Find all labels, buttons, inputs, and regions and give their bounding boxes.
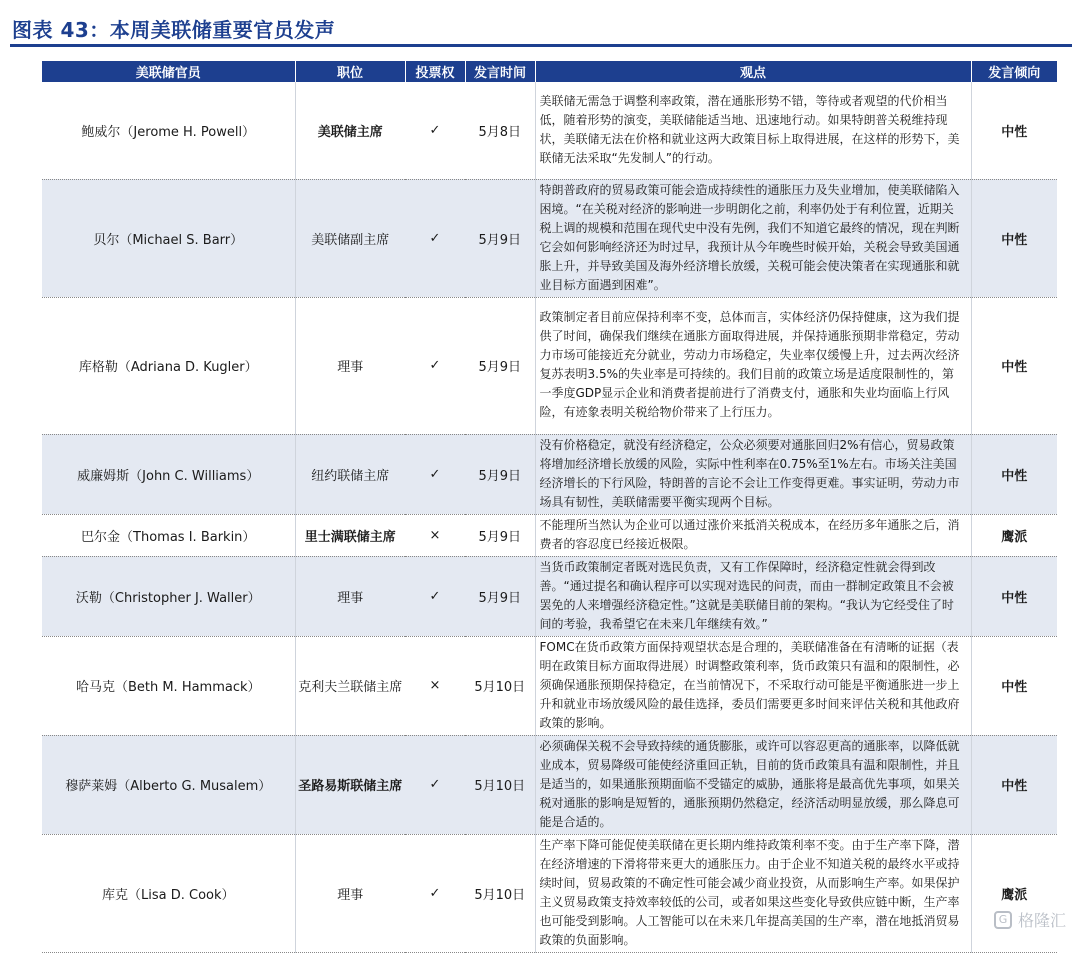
- official-name: 威廉姆斯（John C. Williams）: [42, 434, 295, 514]
- table-header: [42, 61, 1057, 82]
- official-view: 没有价格稳定，就没有经济稳定，公众必须要对通胀回归2%有信心，贸易政策将增加经济增长放缓的风险，实际中性利率在0.75%至1%左右。市场关注美国经济增长的下行风险，特朗普的言论不会让工作变得更难。事实证明，劳动力市场具有韧性，美联储需要平衡实现两个目标。: [535, 434, 971, 514]
- speech-date: 5月9日: [465, 434, 535, 514]
- official-view: 美联储无需急于调整利率政策，潜在通胀形势不错，等待或者观望的代价相当低，随着形势的演变，美联储能适当地、迅速地行动。如果特朗普关税维持现状，美联储无法在价格和就业这两大政策目标上取得进展，在这样的形势下，美联储无法采取“先发制人”的行动。: [535, 82, 971, 179]
- official-position: 美联储主席: [295, 82, 405, 179]
- table-row: [42, 82, 1057, 179]
- table-row: [42, 556, 1057, 636]
- figure-title: 图表 43：本周美联储重要官员发声: [12, 18, 336, 42]
- official-position: 圣路易斯联储主席: [295, 735, 405, 834]
- vote-mark: ✓: [405, 735, 465, 834]
- official-position: 理事: [295, 834, 405, 952]
- officials-table: [42, 61, 1057, 953]
- speech-date: 5月10日: [465, 834, 535, 952]
- vote-mark: ×: [405, 514, 465, 556]
- official-position: 里士满联储主席: [295, 514, 405, 556]
- official-name: 库格勒（Adriana D. Kugler）: [42, 297, 295, 434]
- table-row: [42, 514, 1057, 556]
- table-row: [42, 636, 1057, 735]
- vote-mark: ✓: [405, 556, 465, 636]
- watermark-text: 格隆汇: [1017, 911, 1066, 930]
- table-row: [42, 297, 1057, 434]
- official-name: 贝尔（Michael S. Barr）: [42, 179, 295, 297]
- official-view: 政策制定者目前应保持利率不变，总体而言，实体经济仍保持健康，这为我们提供了时间，确保我们继续在通胀方面取得进展，并保持通胀预期非常稳定，劳动力市场可能接近充分就业，劳动力市场稳定，失业率仅缓慢上升，过去两次经济复苏表明3.5%的失业率是可持续的。我们目前的政策立场是适度限制性的，第一季度GDP显示企业和消费者提前进行了消费支付，通胀和失业均面临上行风险，有迹象表明关税给物价带来了上行压力。: [535, 297, 971, 434]
- speech-date: 5月10日: [465, 735, 535, 834]
- header-official: 美联储官员: [42, 61, 295, 82]
- official-position: 美联储副主席: [295, 179, 405, 297]
- official-name: 沃勒（Christopher J. Waller）: [42, 556, 295, 636]
- speech-date: 5月10日: [465, 636, 535, 735]
- official-view: 特朗普政府的贸易政策可能会造成持续性的通胀压力及失业增加，使美联储陷入困境。“在关税对经济的影响进一步明朗化之前，利率仍处于有利位置，近期关税上调的规模和范围在现代史中没有先例，我们不知道它最终的情况，现在判断它会如何影响经济还为时过早，我预计从今年晚些时候开始，关税会导致美国通胀上升，并导致美国及海外经济增长放缓，关税可能会使决策者在实现通胀和就业目标方面遇到困难”。: [535, 179, 971, 297]
- stance: 中性: [971, 82, 1057, 179]
- stance: 中性: [971, 556, 1057, 636]
- header-date: 发言时间: [465, 61, 535, 82]
- watermark-logo: [994, 908, 1066, 931]
- stance: 中性: [971, 636, 1057, 735]
- speech-date: 5月9日: [465, 514, 535, 556]
- vote-mark: ✓: [405, 434, 465, 514]
- official-view: 当货币政策制定者既对选民负责，又有工作保障时，经济稳定性就会得到改善。“通过提名和确认程序可以实现对选民的问责，而由一群制定政策且不会被罢免的人来增强经济稳定性。”这就是美联储目前的架构。“我认为它经受住了时间的考验，我希望它在未来几年继续有效。”: [535, 556, 971, 636]
- official-name: 鲍威尔（Jerome H. Powell）: [42, 82, 295, 179]
- vote-mark: ×: [405, 636, 465, 735]
- table-row: [42, 834, 1057, 952]
- vote-mark: ✓: [405, 297, 465, 434]
- official-name: 哈马克（Beth M. Hammack）: [42, 636, 295, 735]
- title-rule: [10, 44, 1072, 47]
- table-row: [42, 434, 1057, 514]
- speech-date: 5月9日: [465, 297, 535, 434]
- gelonghui-logo-icon: G: [994, 911, 1012, 929]
- stance: 鹰派: [971, 834, 1057, 952]
- vote-mark: ✓: [405, 179, 465, 297]
- official-position: 理事: [295, 297, 405, 434]
- official-position: 纽约联储主席: [295, 434, 405, 514]
- table-row: [42, 179, 1057, 297]
- official-position: 克利夫兰联储主席: [295, 636, 405, 735]
- header-position: 职位: [295, 61, 405, 82]
- official-view: 不能理所当然认为企业可以通过涨价来抵消关税成本，在经历多年通胀之后，消费者的容忍度已经接近极限。: [535, 514, 971, 556]
- stance: 中性: [971, 735, 1057, 834]
- table-row: [42, 735, 1057, 834]
- speech-date: 5月8日: [465, 82, 535, 179]
- header-view: 观点: [535, 61, 971, 82]
- stance: 中性: [971, 179, 1057, 297]
- official-name: 库克（Lisa D. Cook）: [42, 834, 295, 952]
- vote-mark: ✓: [405, 834, 465, 952]
- speech-date: 5月9日: [465, 556, 535, 636]
- stance: 鹰派: [971, 514, 1057, 556]
- header-stance: 发言倾向: [971, 61, 1057, 82]
- official-view: 必须确保关税不会导致持续的通货膨胀，或许可以容忍更高的通胀率，以降低就业成本，贸易降级可能使经济重回正轨，目前的货币政策具有温和限制性，并且是适当的，如果通胀预期面临不受锚定的威胁，通胀将是最高优先事项，如果关税对通胀的影响是短暂的，通胀预期仍然稳定，经济活动明显放缓，那么降息可能是合适的。: [535, 735, 971, 834]
- stance: 中性: [971, 297, 1057, 434]
- header-vote: 投票权: [405, 61, 465, 82]
- vote-mark: ✓: [405, 82, 465, 179]
- official-name: 穆萨莱姆（Alberto G. Musalem）: [42, 735, 295, 834]
- official-view: 生产率下降可能促使美联储在更长期内维持政策利率不变。由于生产率下降，潜在经济增速的下滑将带来更大的通胀压力。由于企业不知道关税的最终水平或持续时间，贸易政策的不确定性可能会减少商业投资，从而影响生产率。如果保护主义贸易政策支持效率较低的公司，或者如果这些变化导致供应链中断，生产率也可能受到影响。人工智能可以在未来几年提高美国的生产率，潜在地抵消贸易政策的负面影响。: [535, 834, 971, 952]
- speech-date: 5月9日: [465, 179, 535, 297]
- official-name: 巴尔金（Thomas I. Barkin）: [42, 514, 295, 556]
- stance: 中性: [971, 434, 1057, 514]
- official-position: 理事: [295, 556, 405, 636]
- official-view: FOMC在货币政策方面保持观望状态是合理的，美联储准备在有清晰的证据（表明在政策目标方面取得进展）时调整政策利率，货币政策只有温和的限制性，必须确保通胀预期保持稳定，在当前情况下，不采取行动可能是平衡通胀进一步上升和就业市场放缓风险的最佳选择，委员们需要更多时间来评估关税和其他政府政策的影响。: [535, 636, 971, 735]
